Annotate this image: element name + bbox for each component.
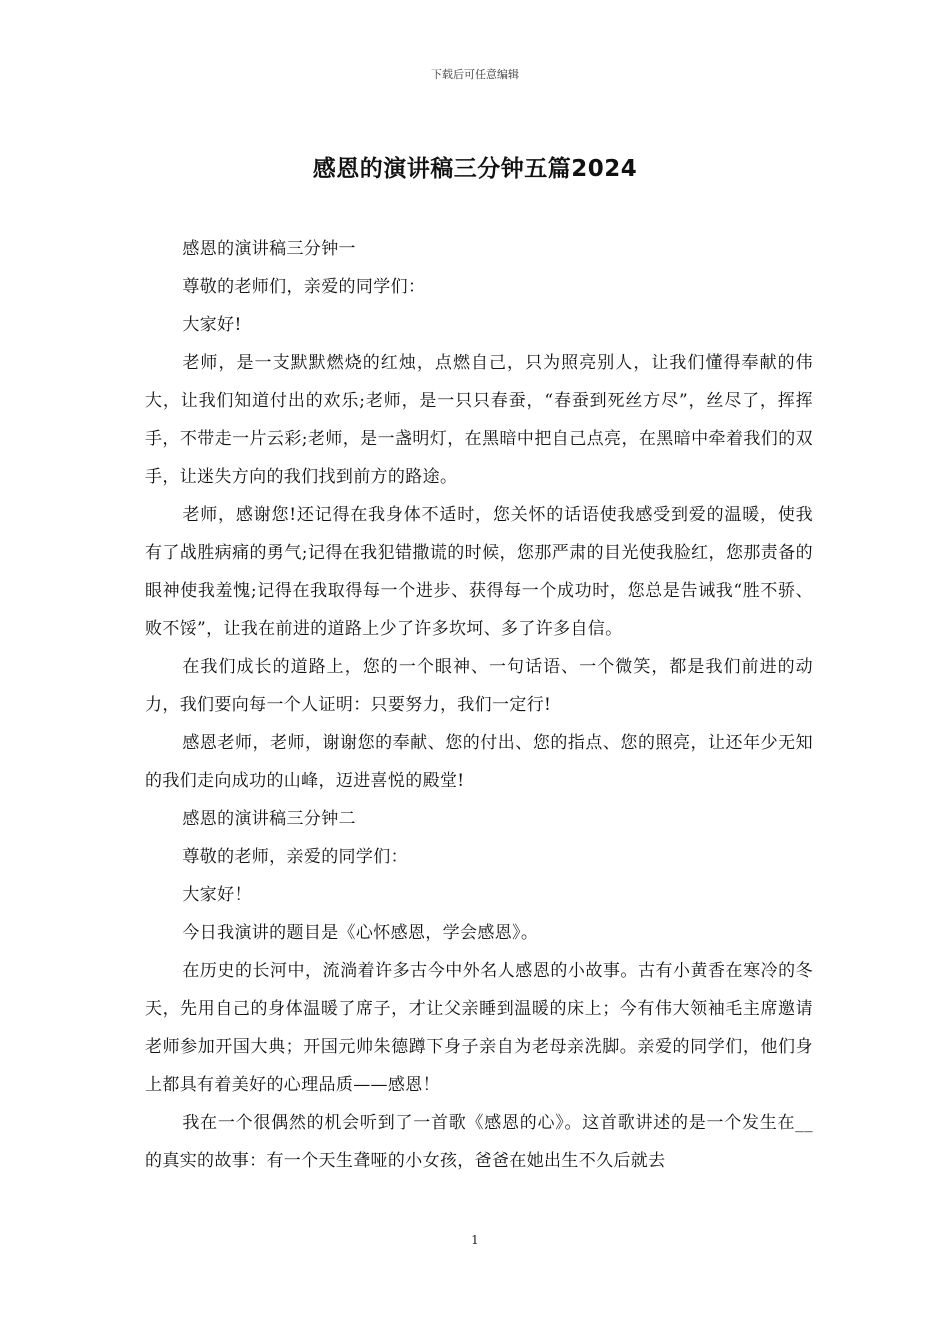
page-number: 1 xyxy=(471,1233,479,1247)
greeting: 大家好！ xyxy=(182,885,252,905)
body-paragraph: 老师，感谢您!还记得在我身体不适时，您关怀的话语使我感受到爱的温暖，使我有了战胜病痛的勇气;记得在我犯错撒谎的时候，您那严肃的目光使我脸红，您那责备的眼神使我羞愧;记得在我取得每一个进步、获得每一个成功时，您总是告诫我“胜不骄、败不馁”，让我在前进的道路上少了许多坎坷、多了许多自信。 xyxy=(145,505,813,639)
body-paragraph: 老师，是一支默默燃烧的红烛，点燃自己，只为照亮别人，让我们懂得奉献的伟大，让我们知道付出的欢乐;老师，是一只只春蚕，“春蚕到死丝方尽”，丝尽了，挥挥手，不带走一片云彩;老师，是一盏明灯，在黑暗中把自己点亮，在黑暗中牵着我们的双手，让迷失方向的我们找到前方的路途。 xyxy=(145,353,813,487)
body-paragraph: 在历史的长河中，流淌着许多古今中外名人感恩的小故事。古有小黄香在寒冷的冬天，先用自己的身体温暖了席子，才让父亲睡到温暖的床上；今有伟大领袖毛主席邀请老师参加开国大典；开国元帅朱德蹲下身子亲自为老母亲洗脚。亲爱的同学们，他们身上都具有着美好的心理品质——感恩！ xyxy=(145,961,813,1095)
section-heading-1: 感恩的演讲稿三分钟一 xyxy=(182,239,356,259)
document-title: 感恩的演讲稿三分钟五篇2024 xyxy=(312,156,638,182)
body-paragraph: 我在一个很偶然的机会听到了一首歌《感恩的心》。这首歌讲述的是一个发生在__的真实的故事：有一个天生聋哑的小女孩，爸爸在她出生不久后就去 xyxy=(145,1113,813,1171)
salutation: 尊敬的老师们，亲爱的同学们： xyxy=(182,277,426,297)
greeting: 大家好! xyxy=(182,315,242,335)
header-note: 下载后可任意编辑 xyxy=(431,68,519,81)
section-heading-2: 感恩的演讲稿三分钟二 xyxy=(182,809,356,829)
body-paragraph: 在我们成长的道路上，您的一个眼神、一句话语、一个微笑，都是我们前进的动力，我们要向每一个人证明：只要努力，我们一定行! xyxy=(145,657,813,715)
speech-topic: 今日我演讲的题目是《心怀感恩，学会感恩》。 xyxy=(182,923,539,943)
document-body xyxy=(145,230,813,1180)
salutation: 尊敬的老师，亲爱的同学们： xyxy=(182,847,408,867)
body-paragraph: 感恩老师，老师，谢谢您的奉献、您的付出、您的指点、您的照亮，让还年少无知的我们走向成功的山峰，迈进喜悦的殿堂! xyxy=(145,733,813,791)
